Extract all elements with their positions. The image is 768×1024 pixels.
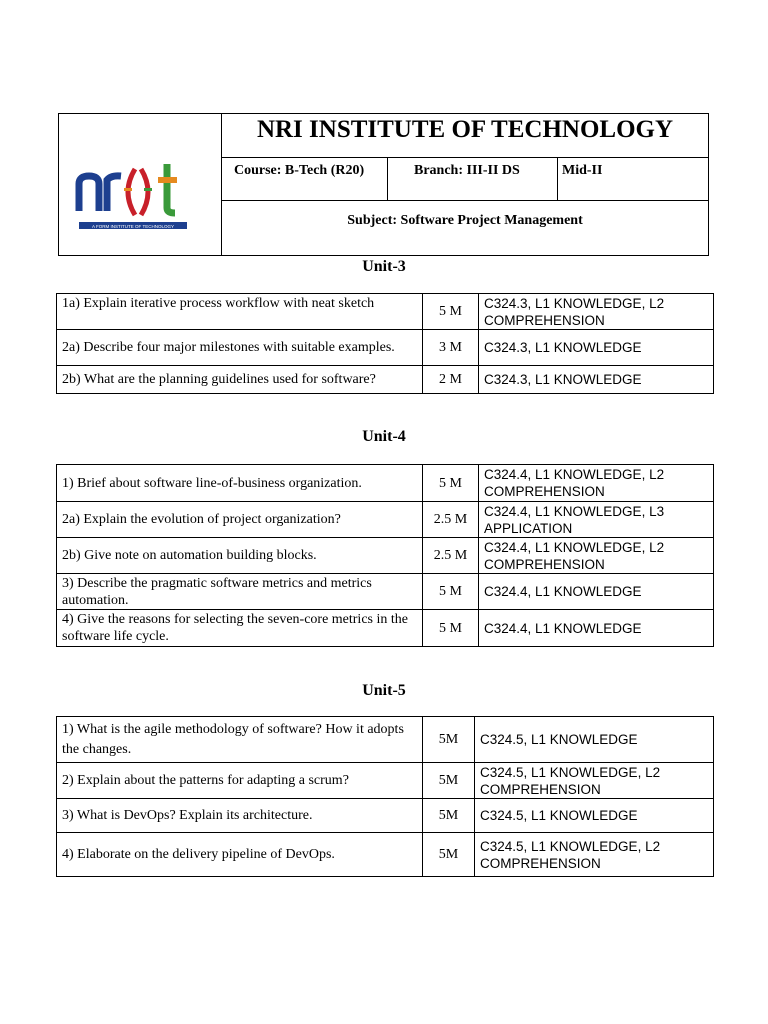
unit-4-heading: Unit-4 [362,428,406,445]
outcome-cell: C324.4, L1 KNOWLEDGE, L2 COMPREHENSION [479,538,714,574]
subject-label: Subject: [347,213,398,228]
outcome-cell: C324.3, L1 KNOWLEDGE [479,366,714,394]
question-cell: 1) Brief about software line-of-business organization. [57,465,423,502]
table-row [57,574,714,610]
question-cell: 3) What is DevOps? Explain its architecture. [57,799,423,833]
exam-header [58,113,709,256]
question-cell: 1a) Explain iterative process workflow with neat sketch [57,294,423,330]
subject-value: Software Project Management [400,213,583,228]
exam-label: Mid-II [562,163,603,178]
institute-logo [59,114,222,255]
marks-cell: 2.5 M [423,538,479,574]
outcome-cell: C324.5, L1 KNOWLEDGE, L2 COMPREHENSION [475,833,714,877]
marks-cell: 3 M [423,330,479,366]
outcome-cell: C324.4, L1 KNOWLEDGE [479,610,714,647]
marks-cell: 5M [423,833,475,877]
logo-cell [59,114,222,255]
outcome-cell: C324.5, L1 KNOWLEDGE [475,799,714,833]
unit-4-table [56,464,714,647]
outcome-cell: C324.3, L1 KNOWLEDGE, L2 COMPREHENSION [479,294,714,330]
table-row [57,502,714,538]
marks-cell: 5 M [423,294,479,330]
subject-row [222,201,708,255]
question-cell: 2a) Describe four major milestones with suitable examples. [57,330,423,366]
marks-cell: 2.5 M [423,502,479,538]
marks-cell: 2 M [423,366,479,394]
branch-label: Branch: III-II DS [388,158,558,200]
question-cell: 2b) What are the planning guidelines used for software? [57,366,423,394]
table-row [57,763,714,799]
marks-cell: 5M [423,763,475,799]
table-row [57,799,714,833]
table-row [57,833,714,877]
table-row [57,330,714,366]
outcome-cell: C324.3, L1 KNOWLEDGE [479,330,714,366]
question-cell: 4) Elaborate on the delivery pipeline of DevOps. [57,833,423,877]
outcome-cell: C324.4, L1 KNOWLEDGE [479,574,714,610]
question-cell: 1) What is the agile methodology of software? How it adopts the changes. [57,717,423,763]
marks-cell: 5M [423,717,475,763]
course-label: Course: B-Tech (R20) [222,158,388,200]
logo-caption: A FORM INSTITUTE OF TECHNOLOGY [92,224,174,229]
table-row [57,610,714,647]
outcome-cell: C324.5, L1 KNOWLEDGE, L2 COMPREHENSION [475,763,714,799]
unit-3-heading: Unit-3 [362,258,406,275]
question-cell: 2a) Explain the evolution of project organization? [57,502,423,538]
unit-3-table [56,293,714,394]
unit-5-table [56,716,714,877]
table-row [57,366,714,394]
unit-5-heading: Unit-5 [362,682,406,699]
outcome-cell: C324.4, L1 KNOWLEDGE, L3 APPLICATION [479,502,714,538]
question-cell: 4) Give the reasons for selecting the seven-core metrics in the software life cycle. [57,610,423,647]
marks-cell: 5 M [423,465,479,502]
marks-cell: 5M [423,799,475,833]
marks-cell: 5 M [423,610,479,647]
table-row [57,717,714,763]
table-row [57,465,714,502]
course-row [222,158,708,201]
question-cell: 2b) Give note on automation building blocks. [57,538,423,574]
institute-title: NRI INSTITUTE OF TECHNOLOGY [222,114,708,158]
outcome-cell: C324.4, L1 KNOWLEDGE, L2 COMPREHENSION [479,465,714,502]
table-row [57,294,714,330]
question-cell: 2) Explain about the patterns for adapting a scrum? [57,763,423,799]
table-row [57,538,714,574]
question-cell: 3) Describe the pragmatic software metrics and metrics automation. [57,574,423,610]
marks-cell: 5 M [423,574,479,610]
outcome-cell: C324.5, L1 KNOWLEDGE [475,717,714,763]
